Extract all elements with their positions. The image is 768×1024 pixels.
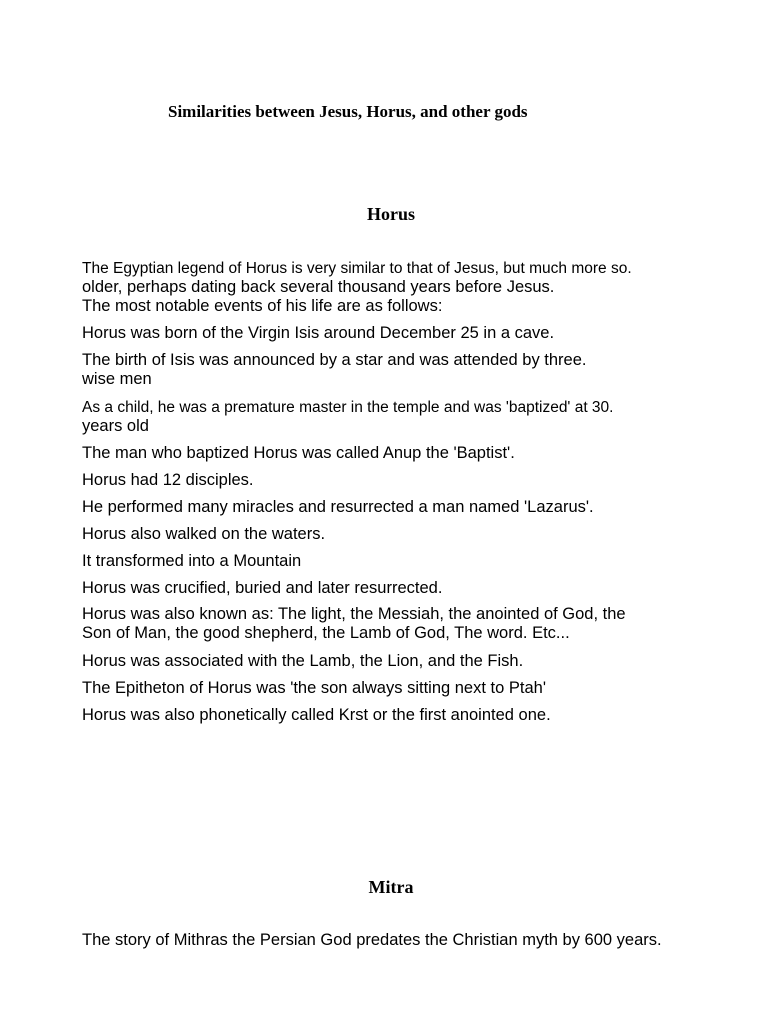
- paragraph: [82, 525, 722, 544]
- paragraph: [82, 324, 722, 343]
- text-line: The Epitheton of Horus was 'the son always sitting next to Ptah': [82, 679, 546, 697]
- paragraph: [82, 444, 722, 463]
- document-title: Similarities between Jesus, Horus, and other gods: [168, 102, 528, 121]
- paragraph: [82, 552, 722, 571]
- text-line: Horus was born of the Virgin Isis around December 25 in a cave.: [82, 324, 555, 342]
- section-heading-horus: Horus: [366, 204, 415, 224]
- paragraph: [82, 679, 722, 698]
- paragraph: [82, 471, 722, 490]
- text-line: It transformed into a Mountain: [82, 552, 302, 570]
- text-line: Horus was crucified, buried and later resurrected.: [82, 579, 443, 597]
- text-line: The birth of Isis was announced by a star and was attended by three.: [82, 351, 587, 369]
- paragraph: [82, 398, 722, 436]
- paragraph: [82, 706, 722, 725]
- text-line: He performed many miracles and resurrected a man named 'Lazarus'.: [82, 498, 594, 516]
- paragraph: [82, 579, 722, 598]
- text-line: As a child, he was a premature master in the temple and was 'baptized' at 30.: [82, 399, 614, 416]
- text-line: years old: [82, 417, 149, 435]
- text-line: The man who baptized Horus was called Anup the 'Baptist'.: [82, 444, 515, 462]
- text-line: Horus had 12 disciples.: [82, 471, 254, 489]
- paragraph: [82, 652, 722, 671]
- text-line: older, perhaps dating back several thousand years before Jesus.: [82, 278, 555, 296]
- paragraph: [82, 931, 762, 950]
- text-line: Horus was also phonetically called Krst or the first anointed one.: [82, 706, 551, 724]
- text-line: The most notable events of his life are as follows:: [82, 297, 443, 315]
- text-line: Son of Man, the good shepherd, the Lamb of God, The word. Etc...: [82, 624, 570, 642]
- paragraph: [82, 498, 722, 517]
- text-line: Horus was also known as: The light, the Messiah, the anointed of God, the: [82, 605, 626, 623]
- text-line: The Egyptian legend of Horus is very similar to that of Jesus, but much more so.: [82, 260, 632, 277]
- text-line: The story of Mithras the Persian God predates the Christian myth by 600 years.: [82, 931, 662, 949]
- section-heading-mitra: Mitra: [368, 877, 414, 897]
- paragraph: [82, 351, 722, 389]
- text-line: Horus was associated with the Lamb, the Lion, and the Fish.: [82, 652, 524, 670]
- paragraph: [82, 259, 722, 316]
- paragraph: [82, 605, 722, 643]
- text-line: Horus also walked on the waters.: [82, 525, 326, 543]
- text-line: wise men: [82, 370, 152, 388]
